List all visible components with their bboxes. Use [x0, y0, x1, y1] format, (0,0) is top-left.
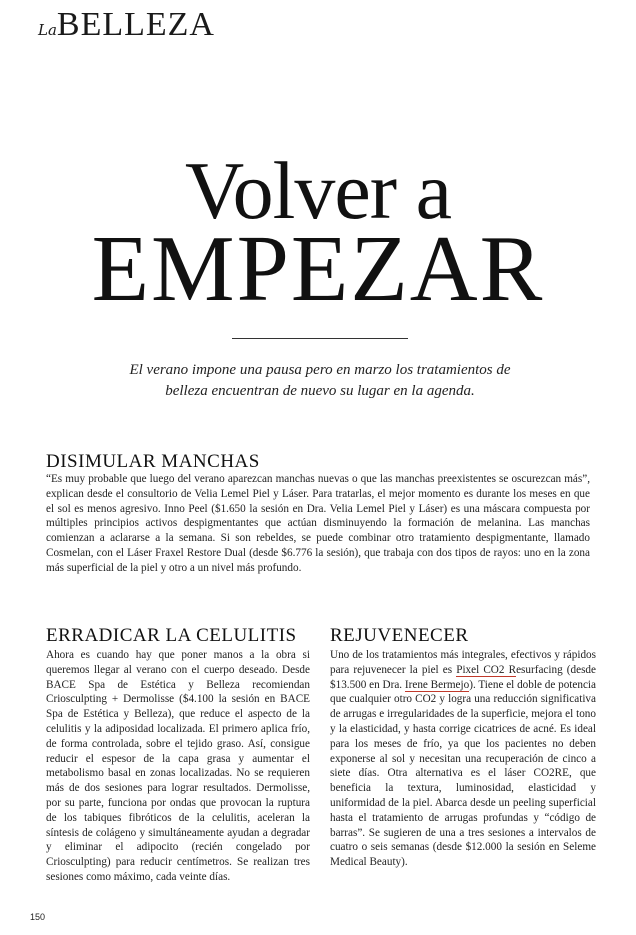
heading-erradicar-celulitis: ERRADICAR LA CELULITIS — [46, 625, 297, 646]
article-title-line2: EMPEZAR — [91, 217, 545, 321]
body-disimular-manchas: “Es muy probable que luego del verano aparezcan manchas nuevas o que las manchas preexistentes se oscurezcan más”, explican desde el consultorio de Velia Lemel Piel y Láser. Para tratarlas, el mejor momento es durante los meses en que el sol es menos agresivo. Inno Peel ($1.650 la sesión en Dra. Velia Lemel Piel y Láser) es una máscara compuesta por múltiples principios activos despigmentantes que actúan disminuyendo la formación de melanina. Las manchas comienzan a aclararse a la semana. Si son rebeldes, se puede combinar otro tratamiento despigmentante, llamado Cosmelan, con el Láser Fraxel Restore Dual (desde $6.776 la sesión), que trabaja con dos tipos de rayos: uno en la zona más superficial de la piel y otro a un nivel más profundo. — [46, 473, 590, 574]
article-title-line1: Volver a — [184, 145, 452, 236]
body-rejuvenecer-part2: esurfacing (desde $13.500 en Dra. — [330, 663, 596, 691]
heading-rejuvenecer: REJUVENECER — [330, 625, 469, 646]
section-name: BELLEZA — [56, 6, 215, 43]
body-erradicar-celulitis: Ahora es cuando hay que poner manos a la obra si queremos llegar al verano con el cuerpo deseado. Desde BACE Spa de Estética y Belleza recomiendan Criosculpting + Dermolisse ($4.100 la sesión en BACE Spa de Estética y Belleza), que reduce el aspecto de la celulitis y la adiposidad localizada. El primero aplica frío, de forma controlada, sobre el tejido graso. Así, consigue reducir el espesor de la capa grasa y aumentar el metabolismo basal en zonas localizadas. No se requieren más de dos sesiones para lograr resultados. Dermolisse, por su parte, funciona por ondas que provocan la ruptura de los tabiques fibróticos de la celulitis, aceleran la síntesis de colágeno y simultáneamente ayudan a degradar y eliminar el adipocito (recién congelado por Criosculpting) para reducir centímetros. Se realizan tres sesiones como máximo, cada veinte días. — [46, 649, 310, 883]
body-rejuvenecer-part1: Uno de los tratamientos más integrales, efectivos y rápidos para rejuvenecer la piel es — [330, 649, 596, 676]
article-deck: El verano impone una pausa pero en marzo los tratamientos de belleza encuentran de nuevo su lugar en la agenda. — [129, 362, 511, 399]
title-divider — [232, 338, 408, 339]
body-rejuvenecer-part3: ). Tiene el doble de potencia que cualquier otro CO2 y logra una reducción significativa de arrugas e irregularidades de la superficie, mejora el tono y la elasticidad, y hasta corrige cicatrices de acné. Es ideal para los meses de frío, ya que los pacientes no deben exponerse al sol y necesitan una recuperación de cinco a siete días. Otra alternativa es el láser CO2RE, que beneficia la textura, luminosidad, elasticidad y uniformidad de la piel. Abarca desde un peeling superficial hasta el tratamiento de arrugas profundas y “código de barras”. Se sugieren de una a tres sesiones a intervalos de cuatro o seis semanas (desde $12.000 la sesión en Seleme Medical Beauty). — [330, 678, 597, 869]
highlight-irene-bermejo: Irene Bermejo — [404, 678, 470, 691]
section-logo — [38, 8, 215, 42]
page-number: 150 — [30, 912, 46, 922]
section-prefix: La — [38, 21, 57, 39]
heading-disimular-manchas: DISIMULAR MANCHAS — [46, 451, 260, 472]
highlight-pixel-co2: Pixel CO2 R — [456, 663, 517, 676]
body-rejuvenecer — [330, 648, 596, 870]
